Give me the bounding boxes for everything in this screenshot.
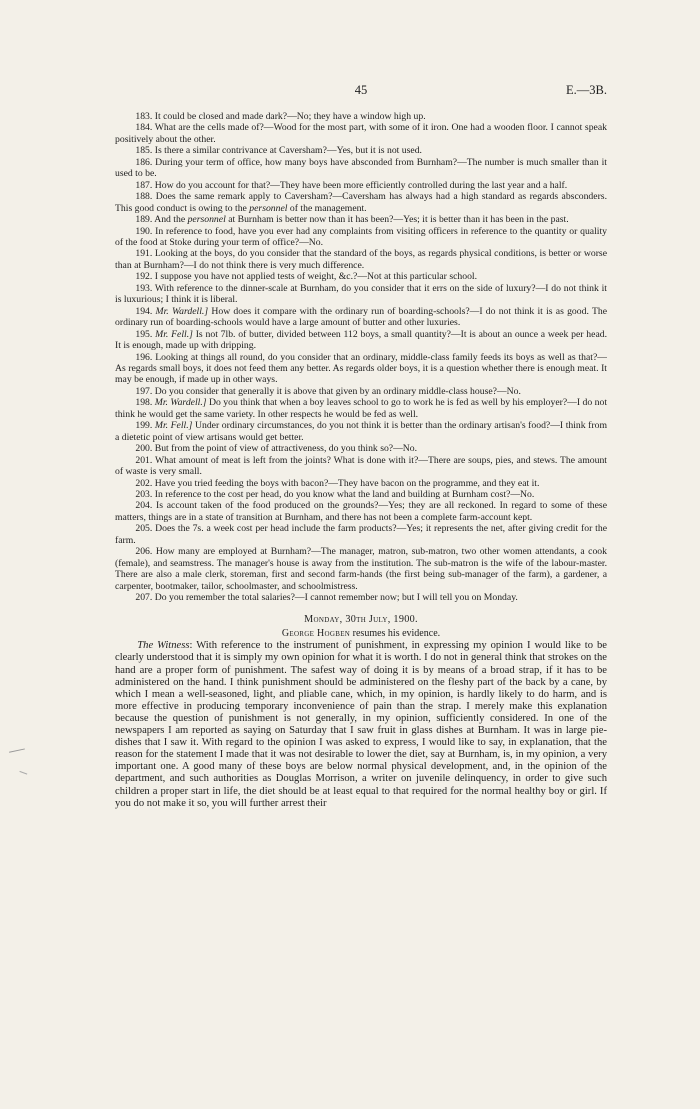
paragraph-197: 197. Do you consider that generally it is above that given by an ordinary middle-class house?—No. bbox=[135, 385, 521, 397]
margin-mark bbox=[17, 771, 28, 782]
paragraph-202: 202. Have you tried feeding the boys with bacon?—They have bacon on the programme, and they eat it. bbox=[135, 477, 540, 489]
paragraph-196: 196. Looking at things all round, do you consider that an ordinary, middle-class family feeds its boys as well as that?—As regards small boys, it does not feed them any better. As regards older boys, it is a question whether there is enough meat. It may be enough, if made up in other ways. bbox=[115, 351, 607, 386]
paragraph-183: 183. It could be closed and made dark?—No; they have a window high up. bbox=[135, 111, 426, 122]
paragraph-188: 188. Does the same remark apply to Caversham?—Caversham has always had a high standard as regards absconders. This good conduct is owing to the personnel of the management. bbox=[115, 191, 607, 214]
page-reference: E.—3B. bbox=[566, 83, 607, 97]
date-heading: Monday, 30th July, 1900. bbox=[304, 614, 418, 626]
page-number: 45 bbox=[354, 83, 368, 97]
paragraph-198: 198. Mr. Wardell.] Do you think that when a boy leaves school to go to work he is fed as well by his employer?—I do not think he would get the same variety. In other respects he would be fed as well. bbox=[115, 397, 608, 420]
paragraph-184: 184. What are the cells made of?—Wood for the most part, with some of it iron. One had a wooden floor. I cannot speak positively about the other. bbox=[115, 122, 607, 145]
paragraph-192: 192. I suppose you have not applied tests of weight, &c.?—Not at this particular school. bbox=[135, 271, 478, 283]
margin-mark bbox=[9, 748, 27, 762]
witness-name: George Hogben bbox=[281, 627, 351, 639]
paragraph-203: 203. In reference to the cost per head, do you know what the land and building at Burnham cost?—No. bbox=[135, 488, 535, 500]
paragraph-199: 199. Mr. Fell.] Under ordinary circumstances, do you not think it is better than the ordinary artisan's food?—I think from a dietetic point of view artisans would get better. bbox=[115, 420, 608, 443]
paragraph-190: 190. In reference to food, have you ever had any complaints from visiting officers in reference to the quantity or quality of the food at Stoke during your term of office?—No. bbox=[115, 225, 607, 248]
speaker-label: The Witness bbox=[137, 640, 190, 652]
witness-heading-suffix: resumes his evidence. bbox=[350, 627, 441, 639]
page-header bbox=[115, 82, 607, 98]
paragraph-189: 189. And the personnel at Burnham is better now than it has been?—Yes; it is better than it has been in the past. bbox=[135, 214, 569, 226]
paragraph-204: 204. Is account taken of the food produced on the grounds?—Yes; they are all reckoned. In regard to some of these matters, things are in a state of transition at Burnham, and there has not been a complete farm-account kept. bbox=[115, 500, 607, 523]
evidence-text: : With reference to the instrument of punishment, in expressing my opinion I would like to be clearly understood that it is simply my own opinion for what it is worth. I do not in general think that strokes on the hand are a proper form of punishment. The safest way of doing it is by means of a broad strap, if it has to be administered on the hand. I think punishment should be administered on the fleshy part of the back by a cane, by which I mean a well-seasoned, light, and pliable cane, which, in my opinion, is hardly likely to do harm, and is more effective in producing temporary inconvenience of pain than the strap. I merely make this explanation because the question of punishment is not generally, in my opinion, sufficiently considered. In one of the newspapers I am reported as saying on Saturday that I saw fruit in glass dishes at Burnham. It was in large pie-dishes that I saw it. With regard to the opinion I was asked to express, I would like to say, in explanation, that the reason for the statement I made that it was not desirable to lower the diet, say at Burnham, is, in my opinion, a very important one. A good many of these boys are below normal physical development, and, in the opinion of the department, and such authorities as Douglas Morrison, a writer on juvenile delinquency, in order to give such children a proper start in life, the diet should be at least equal to that required for the normal healthy boy or girl. If you do not make it so, you will further arrest their bbox=[115, 640, 607, 809]
paragraph-193: 193. With reference to the dinner-scale at Burnham, do you consider that it errs on the side of luxury?—I do not think it is luxurious; I think it is liberal. bbox=[115, 282, 607, 306]
paragraph-207: 207. Do you remember the total salaries?—I cannot remember now; but I will tell you on Monday. bbox=[135, 592, 518, 604]
paragraph-206: 206. How many are employed at Burnham?—The manager, matron, sub-matron, two other women attendants, a cook (female), and seamstress. The manager's house is away from the institution. The sub-matron is the wife of the labour-master. There are also a male clerk, storeman, first and second farm-hands (the first being sub-manager of the farm), a gardener, a carpenter, bootmaker, tailor, schoolmaster, and schoolmistress. bbox=[115, 546, 607, 592]
paragraph-186: 186. During your term of office, how many boys have absconded from Burnham?—The number is much smaller than it used to be. bbox=[115, 156, 607, 180]
paragraph-205: 205. Does the 7s. a week cost per head include the farm products?—Yes; it represents the net, after giving credit for the farm. bbox=[115, 523, 607, 546]
witness-heading bbox=[115, 628, 607, 639]
witness-evidence bbox=[115, 640, 607, 809]
paragraph-187: 187. How do you account for that?—They have been more efficiently controlled during the last year and a half. bbox=[135, 179, 568, 191]
paragraph-195: 195. Mr. Fell.] Is not 7lb. of butter, divided between 112 boys, a small quantity?—It is about an ounce a week per head. It is enough, made up with dripping. bbox=[115, 328, 608, 352]
paragraph-185: 185. Is there a similar contrivance at Caversham?—Yes, but it is not used. bbox=[135, 145, 422, 157]
paragraph-194: 194. Mr. Wardell.] How does it compare with the ordinary run of boarding-schools?—I do not think it is as good. The ordinary run of boarding-schools would have a large amount of butter and other luxuries. bbox=[115, 305, 608, 329]
paragraph-191: 191. Looking at the boys, do you consider that the standard of the boys, as regards physical conditions, is better or worse than at Burnham?—I do not think there is very much difference. bbox=[115, 248, 607, 271]
paragraph-201: 201. What amount of meat is left from the joints? What is done with it?—There are soups, pies, and stews. The amount of waste is very small. bbox=[115, 454, 607, 478]
document-body bbox=[115, 111, 607, 810]
paragraph-200: 200. But from the point of view of attractiveness, do you think so?—No. bbox=[135, 443, 418, 455]
